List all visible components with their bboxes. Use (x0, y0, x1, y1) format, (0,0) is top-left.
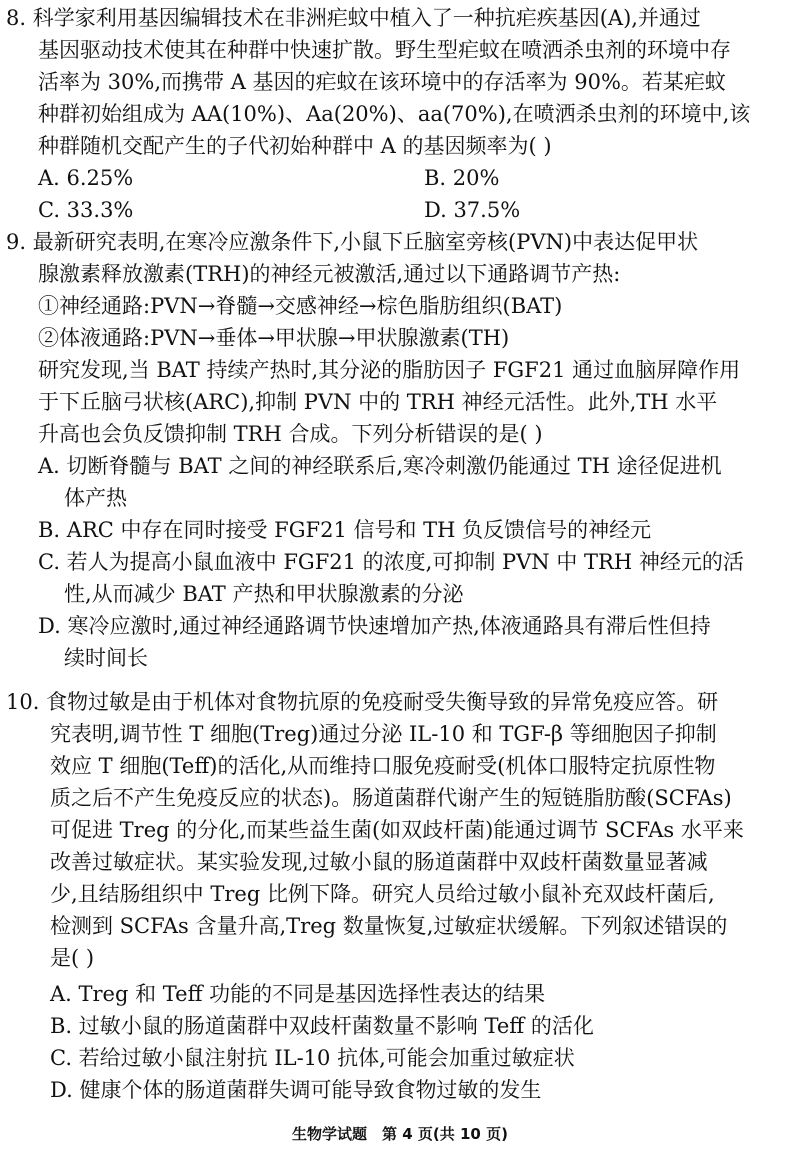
q9-stem-line-6: 于下丘脑弓状核(ARC),抑制 PVN 中的 TRH 神经元活性。此外,TH 水平 (38, 390, 718, 414)
q8-option-c: C. 33.3% (38, 198, 134, 222)
q10-option-d: D. 健康个体的肠道菌群失调可能导致食物过敏的发生 (50, 1078, 542, 1102)
q8-option-b: B. 20% (424, 166, 500, 190)
q9-stem-line-5: 研究发现,当 BAT 持续产热时,其分泌的脂肪因子 FGF21 通过血脑屏障作用 (38, 358, 741, 382)
q8-stem-line-5: 种群随机交配产生的子代初始种群中 A 的基因频率为( ) (38, 134, 552, 158)
q9-option-c-line-1: C. 若人为提高小鼠血液中 FGF21 的浓度,可抑制 PVN 中 TRH 神经元的活 (38, 550, 744, 574)
q10-stem-line-4: 质之后不产生免疫反应的状态)。肠道菌群代谢产生的短链脂肪酸(SCFAs) (50, 786, 732, 810)
q9-option-a-line-1: A. 切断脊髓与 BAT 之间的神经联系后,寒冷刺激仍能通过 TH 途径促进机 (38, 454, 722, 478)
q9-stem-line-7: 升高也会负反馈抑制 TRH 合成。下列分析错误的是( ) (38, 422, 543, 446)
q8-stem-line-1: 8. 科学家利用基因编辑技术在非洲疟蚊中植入了一种抗疟疾基因(A),并通过 (6, 6, 701, 30)
q9-stem-line-1: 9. 最新研究表明,在寒冷应激条件下,小鼠下丘脑室旁核(PVN)中表达促甲状 (6, 230, 699, 254)
q10-stem-line-9: 是( ) (50, 946, 95, 970)
q8-option-d: D. 37.5% (424, 198, 521, 222)
q9-option-d-line-1: D. 寒冷应激时,通过神经通路调节快速增加产热,体液通路具有滞后性但持 (38, 614, 711, 638)
q10-stem-line-2: 究表明,调节性 T 细胞(Treg)通过分泌 IL-10 和 TGF-β 等细胞因子抑制 (50, 722, 717, 746)
q10-option-c: C. 若给过敏小鼠注射抗 IL-10 抗体,可能会加重过敏症状 (50, 1046, 575, 1070)
q10-stem-line-5: 可促进 Treg 的分化,而某些益生菌(如双歧杆菌)能通过调节 SCFAs 水平来 (50, 818, 744, 842)
q10-stem-line-1: 10. 食物过敏是由于机体对食物抗原的免疫耐受失衡导致的异常免疫应答。研 (6, 690, 719, 714)
q9-option-d-line-2: 续时间长 (64, 646, 148, 670)
q10-option-b: B. 过敏小鼠的肠道菌群中双歧杆菌数量不影响 Teff 的活化 (50, 1014, 594, 1038)
q10-option-a: A. Treg 和 Teff 功能的不同是基因选择性表达的结果 (50, 982, 546, 1006)
q10-stem-line-8: 检测到 SCFAs 含量升高,Treg 数量恢复,过敏症状缓解。下列叙述错误的 (50, 914, 728, 938)
q10-stem-line-7: 少,且结肠组织中 Treg 比例下降。研究人员给过敏小鼠补充双歧杆菌后, (50, 882, 715, 906)
q9-option-b: B. ARC 中存在同时接受 FGF21 信号和 TH 负反馈信号的神经元 (38, 518, 652, 542)
q9-pathway-neural: ①神经通路:PVN→脊髓→交感神经→棕色脂肪组织(BAT) (38, 294, 563, 318)
q8-option-a: A. 6.25% (38, 166, 134, 190)
q10-stem-line-3: 效应 T 细胞(Teff)的活化,从而维持口服免疫耐受(机体口服特定抗原性物 (50, 754, 716, 778)
page-footer: 生物学试题 第 4 页(共 10 页) (292, 1125, 508, 1143)
q10-stem-line-6: 改善过敏症状。某实验发现,过敏小鼠的肠道菌群中双歧杆菌数量显著减 (50, 850, 708, 874)
q8-stem-line-4: 种群初始组成为 AA(10%)、Aa(20%)、aa(70%),在喷洒杀虫剂的环境中,该 (38, 102, 751, 126)
q9-option-a-line-2: 体产热 (64, 486, 127, 510)
q9-option-c-line-2: 性,从而减少 BAT 产热和甲状腺激素的分泌 (64, 582, 464, 606)
q9-pathway-humoral: ②体液通路:PVN→垂体→甲状腺→甲状腺激素(TH) (38, 326, 510, 350)
q9-stem-line-2: 腺激素释放激素(TRH)的神经元被激活,通过以下通路调节产热: (38, 262, 621, 286)
q8-stem-line-3: 活率为 30%,而携带 A 基因的疟蚊在该环境中的存活率为 90%。若某疟蚊 (38, 70, 726, 94)
q8-stem-line-2: 基因驱动技术使其在种群中快速扩散。野生型疟蚊在喷洒杀虫剂的环境中存 (38, 38, 731, 62)
